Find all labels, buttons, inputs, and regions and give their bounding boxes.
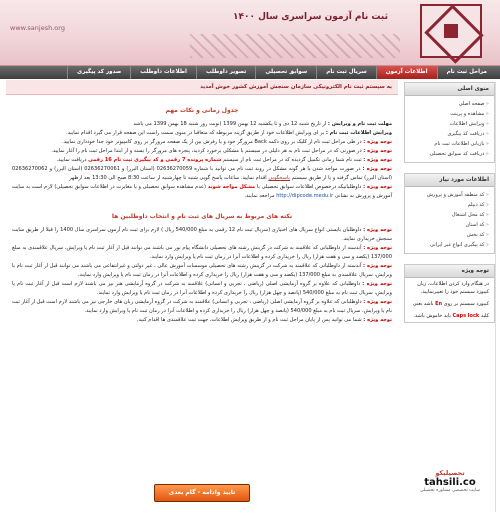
warning-box [404,264,495,323]
paragraph-art-group: توجه ویژه : داوطلبانی که علاوه بر گروه آزمایشی اصلی (ریاضی ، تجربی و انسانی) علاقمند به شرکت در گروه آزمایشی هنر نیز می باشند لازم است قبل از آغاز ثبت نام یا ویرایش، سریال ثبت نام به مبلغ 540/000 (پانصد و چهل هزار) ریال را خریداری کرده و اطلاعات آنرا در زمان ثبت نام یا ویرایش وارد نمایند. [12,281,392,296]
paragraph-back-warning: توجه ویژه : در طی مراحل ثبت نام از کلیک بر روی دکمه Back مرورگر خود و یا رفرش بین از یک صفحه مرورگر بر روی کامپیوتر خود جدا خودداری نمایید. [62,139,392,145]
paragraph-language-group: توجه ویژه : داوطلبانی که علاوه بر گروه آزمایشی اصلی (ریاضی ، تجربی و انسانی) علاقمند به شرکت در گروه آزمایشی زبان های خارجی نیز می باشند لازم است قبل از آغاز ثبت نام یا ویرایش، سریال ثبت نام به مبلغ 540/000 (پانصد و چهل هزار) ریال را خریداری کرده و اطلاعات آنرا در زمان ثبت نام یا ویرایش وارد نمایند. [12,299,392,314]
warning-title: توجه ویژه [405,265,494,278]
warning-en-layout: کیبورد سیستم بر روی En باشد یعنی [412,301,489,307]
next-step-button[interactable]: تایید وادامه - گام بعدی [154,484,250,502]
warning-capslock: کلید Caps lock باید خاموش باشد. [413,313,489,319]
sidebar-item-district-code[interactable]: « کد بخش [410,230,489,240]
paragraph-payamnoor: توجه ویژه : آندسته از داوطلبانی که علاقمند به شرکت در گزینش رشته های تحصیلی دانشگاه پیام نور می باشند می توانند قبل از آغاز ثبت نام یا ویرایش، سریال علاقمندی به مبلغ 137/000 (یکصد و سی و هفت هزار) ریال را خریداری کرده و اطلاعات آنرا در زمان ثبت نام یا ویرایش وارد نمایند. [12,245,392,260]
sidebar-item-workplace-code[interactable]: « کد محل اشتغال [410,210,489,220]
section-title-schedule: جدول زمانی و نکات مهم [165,107,239,114]
sidebar-item-home[interactable]: « صفحه اصلی [410,99,489,109]
nav-tracking-code[interactable]: صدور کد پیگیری [67,66,130,79]
sidebar-item-view-print[interactable]: « مشاهده و پرینت [410,109,489,119]
welcome-notice: به سیستم ثبت نام الکترونیکی سازمان سنجش آموزش کشور خوش آمدید [6,80,398,95]
site-url: www.sanjesh.org [10,24,65,32]
support-link[interactable]: پاسخگویی [268,175,290,181]
banner-pattern [190,34,400,58]
sidebar-item-education-region-code[interactable]: « کد منطقه آموزش و پرورش [410,190,489,200]
warning-keyboard: در هنگام وارد کردن اطلاعات، زبان کیبورد سیستم خود را تغییرنمایید. [417,281,489,295]
sidebar-item-get-tracking-code[interactable]: « دریافت کد پیگیری [410,129,489,139]
dipcode-link[interactable]: http://dipcode.medu.ir [276,193,334,199]
paragraph-edit-info: ویرایش اطلاعات ثبت نام : بر ای ویرایش اطلاعات خود از طریق گزینه مربوطه که متعاقبا در منوی سمت راست این صفحه قرار می گیرد اقدام نمایید. [66,130,392,136]
main-menu-box [404,82,495,163]
sidebar-item-edit-info[interactable]: « ویرایش اطلاعات [410,119,489,129]
paragraph-education-records: توجه ویژه : داوطلبانیکه درخصوص اطلاعات سوابق تحصیلی با مشکل مواجه شوند (عدم مشاهده سوابق تحصیلی و یا مغایرت در اطلاعات سوابق تحصیلی) لازم است به سایت آموزش و پرورش به نشانی http://dipcode.medu.ir مراجعه نمایند. [12,184,392,199]
main-content [6,80,398,516]
sidebar [404,82,496,512]
nav-registration-steps[interactable]: مراحل ثبت نام [437,66,496,79]
needed-info-box [404,173,495,254]
nav-exam-info[interactable]: اطلاعات آزمون [376,66,437,79]
paragraph-completion: توجه ویژه : ثبت نام شما زمانی تکمیل گردیده که در مراحل ثبت نام از سیستم شماره پرونده 7 رقمی و کد پیگیری ثبت نام 16 رقمی دریافت نمایید. [56,157,392,163]
paragraph-restart-warning: توجه ویژه : در صورتی که در مراحل ثبت نام به هر دلیلی در سیستم با مشکلی برخورد کردید، پنجره های مرورگر را بسته و از ابتدا مراحل ثبت نام را آغاز نمایید. [51,148,392,154]
paragraph-support: توجه ویژه : در صورت مواجه شدن با هر گونه مشکل در روند ثبت نام می توانید با شماره 02636270059 (استان البرز) و 02636270061 (استان البرز) و 02636270062 (استان البرز) تماس گرفته و یا از طریق سیستم پاسخگویی اقدام نمایید. ساعات پاسخ گویی شنبه تا چهارشنبه از ساعت 8:30 صبح الی 13:30 بعد ازظهر [12,166,392,181]
paragraph-nonprofit: توجه ویژه : آندسته از داوطلبانی که علاقمند به شرکت در گزینش رشته های تحصیلی موسسات آموزش عالی ، غیر دولتی و غیرانتفاعی می باشند می توانند قبل از آغاز ثبت نام یا ویرایش، سریال علاقمندی به مبلغ 137/000 (یکصد و سی و هفت هزار) ریال را خریداری کرده و اطلاعات آنرا در زمان ثبت نام یا ویرایش وارد نمایند. [12,263,392,278]
top-nav [0,66,500,79]
sidebar-item-education-code[interactable]: « دریافت کد سوابق تحصیلی [410,149,489,159]
section-title-serials: نکته های مربوط به سریال های ثبت نام و انتخاب داوطلبین ها [111,213,293,220]
nav-applicant-photo[interactable]: تصویر داوطلب [196,66,255,79]
sidebar-item-foreign-code[interactable]: « کد پیگیری انواع غیر ایرانی [410,240,489,250]
header-banner [0,0,500,66]
tahsili-watermark: تحصیلیکو tahsili.co سایت تخصصی مشاوره تحصیلی [420,469,480,493]
nav-registration-serial[interactable]: سریال ثبت نام [316,66,376,79]
sidebar-item-recover-info[interactable]: « بازیابی اطلاعات ثبت نام [410,139,489,149]
nav-education-history[interactable]: سوابق تحصیلی [255,66,316,79]
sanjesh-logo [420,4,482,58]
needed-info-title: اطلاعات مورد نیاز [405,174,494,187]
paragraph-serial-purchase: توجه ویژه : داوطلبان بایستی انواع سریال های اختیاری (سریال ثبت نام 12 رقمی به مبلغ 540/000 ریال ) لازم برای ثبت نام آزمون سراسری سال 1400 را قبلا از طریق سایت سنجش خریداری نمایند. [12,227,392,242]
main-menu-title: منوی اصلی [405,83,494,96]
nav-applicant-info[interactable]: اطلاعات داوطلب [130,66,196,79]
page-title: ثبت نام آزمون سراسری سال ۱۴۰۰ [232,12,388,22]
sidebar-item-province-code[interactable]: « کد استان [410,220,489,230]
paragraph-interests: توجه ویژه : شما می توانید پس از پایان مراحل ثبت نام و از طریق ویرایش اطلاعات، جهت ثبت علاقمندی ها اقدام کنید. [136,317,392,323]
sidebar-item-diploma-code[interactable]: « کد دیپلم [410,200,489,210]
paragraph-deadline: مهلت ثبت نام و ویرایش : از تاریخ شنبه 12 دی و تا یکشنبه 12 بهمن 1399 (نوبت روز شنبه 18 بهمن 1399 می باشد [133,121,392,127]
